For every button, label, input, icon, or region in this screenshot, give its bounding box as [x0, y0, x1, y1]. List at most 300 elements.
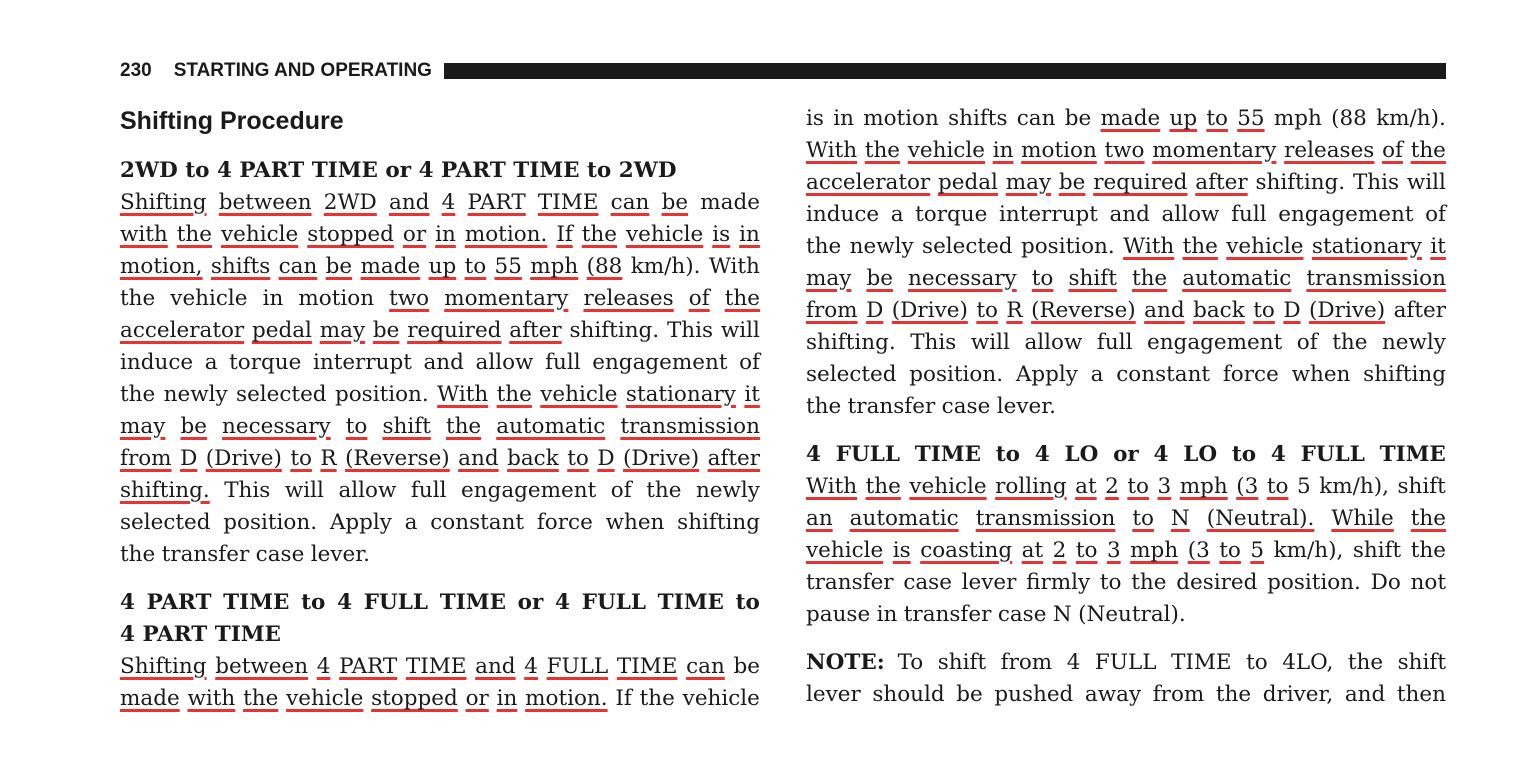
word: TIME [223, 590, 290, 615]
word: lever. [996, 394, 1056, 419]
word: necessary [222, 414, 331, 439]
word: be [733, 654, 760, 679]
word: vehicle [626, 222, 704, 247]
word: the [1410, 538, 1446, 563]
text-line [120, 315, 760, 347]
word: Apply [329, 510, 392, 535]
word: full [545, 350, 581, 375]
word: 4 [337, 590, 353, 615]
word: motion [863, 106, 939, 131]
word: may [319, 318, 366, 343]
word: required [1093, 170, 1188, 195]
word: will [720, 318, 760, 343]
word: the [1215, 682, 1252, 707]
word: This [666, 318, 714, 343]
word: required [407, 318, 502, 343]
word: selected [236, 382, 327, 407]
word: vehicle [1226, 234, 1304, 259]
word: km/h). [630, 254, 701, 279]
word: 4 [120, 590, 135, 615]
word: shift [1068, 266, 1117, 291]
word: two [1104, 138, 1145, 163]
word: in [992, 138, 1014, 163]
word: releases [583, 286, 674, 311]
word: To [897, 650, 924, 675]
text-line [120, 475, 760, 507]
word: firmly [1026, 570, 1091, 595]
word: transmission [1306, 266, 1446, 291]
word: (Drive) [623, 446, 700, 471]
word: interrupt [998, 202, 1098, 227]
word: (88 [586, 254, 623, 279]
word: the [864, 138, 901, 163]
word: to [1031, 266, 1054, 291]
word: vehicle [806, 538, 884, 563]
word: to [464, 254, 487, 279]
word: (88 [1331, 106, 1367, 131]
word: (Reverse) [1031, 298, 1136, 323]
word: momentary [444, 286, 569, 311]
word: accelerator [806, 170, 931, 195]
word: (Neutral). [1078, 602, 1186, 627]
word: induce [120, 350, 194, 375]
word: rolling [995, 474, 1067, 499]
word: back [1193, 298, 1245, 323]
word: force [1222, 362, 1279, 387]
text-line [120, 507, 760, 539]
text-line [806, 567, 1446, 599]
word: transfer [847, 394, 936, 419]
word: (Drive) [891, 298, 968, 323]
word: can [278, 254, 318, 279]
word: automatic [849, 506, 959, 531]
word: of [1296, 330, 1318, 355]
word: torque [915, 202, 988, 227]
word: vehicle [540, 382, 618, 407]
word: up [428, 254, 457, 279]
word: to [1127, 474, 1149, 499]
word: (Drive) [1309, 298, 1386, 323]
word: then [1396, 682, 1446, 707]
word: motion [298, 286, 375, 311]
section-title: STARTING AND OPERATING [173, 60, 432, 81]
word: of [1382, 138, 1403, 163]
word: position. [334, 382, 429, 407]
text-line [120, 539, 760, 571]
word: motion. [525, 686, 608, 711]
text-line [806, 103, 1446, 135]
word: constant [1116, 362, 1211, 387]
word: or [517, 590, 544, 615]
word: shifting. [1255, 170, 1346, 195]
word: Do [1370, 570, 1401, 595]
text-line [806, 327, 1446, 359]
word: be [372, 318, 400, 343]
word: in [876, 602, 898, 627]
word: position. [1267, 570, 1361, 595]
word: 4 [1066, 650, 1081, 675]
word: to [1266, 474, 1289, 499]
word: to [1231, 442, 1257, 467]
word: after [509, 318, 562, 343]
word: 4 [555, 590, 571, 615]
word: mph [530, 254, 579, 279]
word: 4 [441, 190, 456, 215]
word: when [1291, 362, 1351, 387]
word: momentary [1152, 138, 1277, 163]
word: be [866, 266, 893, 291]
text-line [120, 251, 760, 283]
word: to [290, 446, 312, 471]
spacer [806, 423, 1446, 439]
text-line [120, 411, 760, 443]
word: it [1430, 234, 1446, 259]
word: D [597, 446, 615, 471]
word: will [1406, 170, 1446, 195]
word: an [806, 506, 833, 531]
word: lever [961, 570, 1017, 595]
word: to [1206, 106, 1228, 131]
word: lever. [310, 542, 370, 567]
subheading-2wd-4pt: 2WD to 4 PART TIME or 4 PART TIME to 2WD [120, 158, 677, 183]
word: This [224, 478, 271, 503]
text-line [806, 679, 1446, 711]
word: and [458, 446, 499, 471]
word: transfer [161, 542, 250, 567]
word: engagement [1146, 330, 1283, 355]
word: engagement [1278, 202, 1414, 227]
word: 3 [1157, 474, 1172, 499]
word: to [345, 414, 368, 439]
word: If [615, 686, 632, 711]
word: induce [806, 202, 880, 227]
subheading-4ft-4lo [806, 439, 1446, 471]
word: 55 [1237, 106, 1265, 131]
word: 55 [494, 254, 522, 279]
word: TIME [616, 654, 678, 679]
word: lever [806, 682, 861, 707]
word: motion. [464, 222, 548, 247]
word: be [325, 254, 353, 279]
text-line [806, 167, 1446, 199]
word: interrupt [312, 350, 412, 375]
word: 4LO, [1282, 650, 1334, 675]
word: in [739, 222, 760, 247]
text-line [806, 391, 1446, 423]
word: and [475, 654, 516, 679]
word: km/h). [1376, 106, 1446, 131]
text-line [120, 379, 760, 411]
word: case [941, 394, 991, 419]
word: at [1075, 474, 1097, 499]
word: of [610, 478, 632, 503]
word: not [1410, 570, 1446, 595]
word: allow [1024, 330, 1083, 355]
word: shifting [1363, 362, 1446, 387]
word: may [120, 414, 166, 439]
word: pedal [937, 170, 998, 195]
word: be [956, 682, 983, 707]
word: FULL [1094, 650, 1157, 675]
word: Shifting [120, 654, 207, 679]
word: and [1109, 202, 1150, 227]
word: two [389, 286, 430, 311]
word: constant [430, 510, 525, 535]
word: and [1344, 682, 1386, 707]
word: back [507, 446, 559, 471]
word: TIME [657, 590, 724, 615]
word: full [1096, 330, 1133, 355]
word: be [661, 190, 689, 215]
word: the [1131, 570, 1167, 595]
subheading-4pt-4ft-cont: 4 PART TIME [120, 622, 281, 647]
word: FULL [1300, 442, 1365, 467]
word: case [997, 602, 1047, 627]
word: While [1331, 506, 1394, 531]
word: LO [1183, 442, 1218, 467]
word: km/h), [1319, 474, 1389, 499]
word: mph [1179, 474, 1228, 499]
word: 2WD [323, 190, 377, 215]
word: stationary [625, 382, 736, 407]
word: is [806, 106, 824, 131]
word: torque [229, 350, 302, 375]
word: 3 [1106, 538, 1121, 563]
word: shifts [210, 254, 271, 279]
word: to [1132, 506, 1154, 531]
word: allow [338, 478, 397, 503]
word: the [581, 222, 617, 247]
word: pause [806, 602, 871, 627]
word: to [1246, 650, 1268, 675]
note-text-container [898, 647, 1446, 679]
word: D [180, 446, 198, 471]
word: up [1169, 106, 1198, 131]
word: shift [1397, 474, 1446, 499]
word: 2 [1052, 538, 1067, 563]
note-label: NOTE: [806, 650, 885, 675]
page-number: 230 [120, 60, 152, 81]
word: made [120, 686, 180, 711]
word: shift [1397, 650, 1446, 675]
word: TIME [1171, 650, 1232, 675]
word: after [1195, 170, 1248, 195]
word: 4 [1034, 442, 1050, 467]
word: PART [339, 654, 398, 679]
word: the [120, 286, 156, 311]
word: D [1283, 298, 1301, 323]
word: mph [1273, 106, 1322, 131]
word: (3 [1187, 538, 1210, 563]
text-line [120, 219, 760, 251]
word: TIME [537, 190, 599, 215]
word: 5 [1296, 474, 1311, 499]
word: in [833, 106, 854, 131]
procedure-title: Shifting Procedure [120, 107, 344, 135]
word: the [1332, 330, 1368, 355]
word: (Drive) [205, 446, 282, 471]
word: driver, [1262, 682, 1334, 707]
word: 2 [1105, 474, 1119, 499]
word: the [806, 394, 842, 419]
word: R [320, 446, 337, 471]
word: position. [909, 362, 1004, 387]
word: full [1231, 202, 1267, 227]
text-line [806, 295, 1446, 327]
word: selected [120, 510, 211, 535]
word: made [360, 254, 421, 279]
word: position. [223, 510, 318, 535]
word: it [744, 382, 760, 407]
word: the [176, 222, 212, 247]
word: vehicle [170, 286, 248, 311]
word: If [556, 222, 573, 247]
word: accelerator [120, 318, 245, 343]
word: vehicle [909, 474, 987, 499]
word: This [910, 330, 957, 355]
word: to [1075, 538, 1098, 563]
word: R [1006, 298, 1023, 323]
word: PART [467, 190, 526, 215]
word: to [1099, 570, 1122, 595]
word: the [639, 686, 675, 711]
word: the [445, 414, 482, 439]
word: to [1219, 538, 1241, 563]
word: stationary [1311, 234, 1422, 259]
word: desired [1176, 570, 1258, 595]
word: (Neutral). [1206, 506, 1315, 531]
word: with [187, 686, 236, 711]
word: a [1090, 362, 1104, 387]
word: be [1064, 106, 1092, 131]
word: from [120, 446, 172, 471]
word: stopped [371, 686, 458, 711]
word: engagement [592, 350, 728, 375]
word: when [605, 510, 665, 535]
word: stopped [307, 222, 394, 247]
note-line [806, 647, 1446, 679]
word: shifting. [806, 330, 896, 355]
word: transmission [975, 506, 1116, 531]
word: at [1021, 538, 1044, 563]
word: motion, [120, 254, 203, 279]
word: will [970, 330, 1010, 355]
word: a [204, 350, 218, 375]
text-line [806, 471, 1446, 503]
word: may [806, 266, 852, 291]
word: a [890, 202, 904, 227]
word: automatic [1182, 266, 1292, 291]
word: TIME [914, 442, 981, 467]
word: 4 [524, 654, 538, 679]
word: or [465, 686, 489, 711]
word: of [739, 350, 760, 375]
word: vehicle [221, 222, 299, 247]
word: to [995, 442, 1020, 467]
word: 4 [1270, 442, 1286, 467]
word: 4 [806, 442, 821, 467]
text-line [120, 187, 760, 219]
spacer [120, 139, 760, 155]
word: to [567, 446, 589, 471]
word: made [1100, 106, 1161, 131]
word: newly [163, 382, 228, 407]
word: This [1352, 170, 1400, 195]
word: shift [1352, 538, 1402, 563]
text-line [806, 135, 1446, 167]
word: and [423, 350, 464, 375]
word: away [1084, 682, 1142, 707]
text-line [806, 503, 1446, 535]
word: 4 [1153, 442, 1169, 467]
word: can [686, 654, 725, 679]
word: with [120, 222, 168, 247]
word: transfer [806, 570, 894, 595]
word: TIME [405, 654, 467, 679]
word: is [892, 538, 911, 563]
word: N [1170, 506, 1190, 531]
word: the [806, 234, 842, 259]
word: pushed [994, 682, 1074, 707]
word: FULL [835, 442, 900, 467]
text-line [806, 263, 1446, 295]
word: from [1152, 682, 1205, 707]
word: motion [1021, 138, 1097, 163]
word: selected [806, 362, 897, 387]
word: between [218, 190, 312, 215]
word: shift [382, 414, 431, 439]
word: selected [922, 234, 1013, 259]
word: from [1000, 650, 1053, 675]
word: can [1016, 106, 1056, 131]
word: FULL [581, 590, 646, 615]
word: from [806, 298, 858, 323]
word: the [120, 542, 156, 567]
word: shifting [677, 510, 760, 535]
word: TIME [1379, 442, 1446, 467]
spacer [120, 571, 760, 587]
word: releases [1284, 138, 1375, 163]
left-column [120, 103, 760, 715]
word: the [646, 478, 682, 503]
word: mph [1130, 538, 1179, 563]
word: the [496, 382, 532, 407]
word: newly [1381, 330, 1446, 355]
word: position. [1020, 234, 1115, 259]
word: full [410, 478, 447, 503]
text-line [806, 359, 1446, 391]
word: between [215, 654, 309, 679]
word: With [708, 254, 760, 279]
word: should [872, 682, 945, 707]
word: newly [695, 478, 760, 503]
word: to [735, 590, 760, 615]
word: transfer [903, 602, 992, 627]
word: in [496, 686, 518, 711]
word: can [610, 190, 650, 215]
word: of [688, 286, 710, 311]
text-line [120, 443, 760, 475]
word: of [1425, 202, 1446, 227]
right-column [806, 103, 1446, 711]
word: be [180, 414, 207, 439]
word: shifting. [569, 318, 660, 343]
word: in [435, 222, 456, 247]
word: (Reverse) [345, 446, 450, 471]
word: vehicle [286, 686, 364, 711]
word: after [1393, 298, 1446, 323]
word: PART [146, 590, 212, 615]
